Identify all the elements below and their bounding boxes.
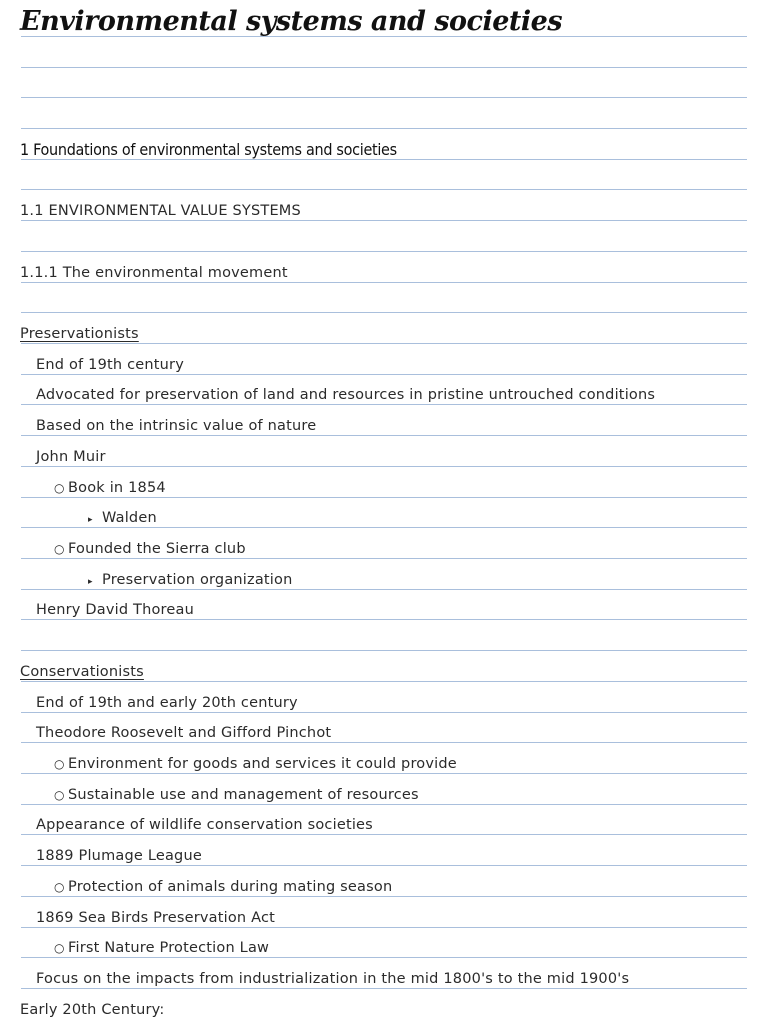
subsection-heading: 1.1.1 The environmental movement [20,265,288,281]
list-item: ▸ Preservation organization [88,569,293,591]
list-item: ○Environment for goods and services it could provide [54,753,457,775]
triangle-bullet-icon: ▸ [88,515,93,525]
list-item: Appearance of wildlife conservation societies [36,817,373,833]
list-item: ○Sustainable use and management of resources [54,784,419,806]
list-item: Focus on the impacts from industrialization in the mid 1800's to the mid 1900's [36,971,630,987]
list-item: 1889 Plumage League [36,848,202,864]
list-item: ○Book in 1854 [54,477,166,499]
chapter-heading: 1 Foundations of environmental systems and societies [20,140,397,159]
preservationists-heading: Preservationists [20,326,139,342]
triangle-bullet-icon: ▸ [88,577,93,587]
circle-bullet-icon [54,477,68,499]
page-title: Environmental systems and societies [20,6,563,37]
list-item: End of 19th century [36,357,184,373]
section-heading: 1.1 ENVIRONMENTAL VALUE SYSTEMS [20,203,301,219]
list-item: Based on the intrinsic value of nature [36,418,317,434]
list-item: Henry David Thoreau [36,602,194,618]
list-item: Advocated for preservation of land and resources in pristine untrouched conditions [36,387,656,403]
list-item: Theodore Roosevelt and Gifford Pinchot [36,725,332,741]
list-item: ○First Nature Protection Law [54,937,269,959]
circle-bullet-icon [54,753,68,775]
list-item: ○Protection of animals during mating season [54,876,392,898]
circle-bullet-icon [54,937,68,959]
circle-bullet-icon [54,538,68,560]
early-20th-heading: Early 20th Century: [20,1002,165,1018]
list-item: 1869 Sea Birds Preservation Act [36,910,276,926]
list-item: John Muir [36,449,106,465]
list-item: ▸ Walden [88,507,157,529]
conservationists-heading: Conservationists [20,664,144,680]
list-item: ○Founded the Sierra club [54,538,246,560]
circle-bullet-icon [54,876,68,898]
circle-bullet-icon [54,784,68,806]
list-item: End of 19th and early 20th century [36,695,298,711]
